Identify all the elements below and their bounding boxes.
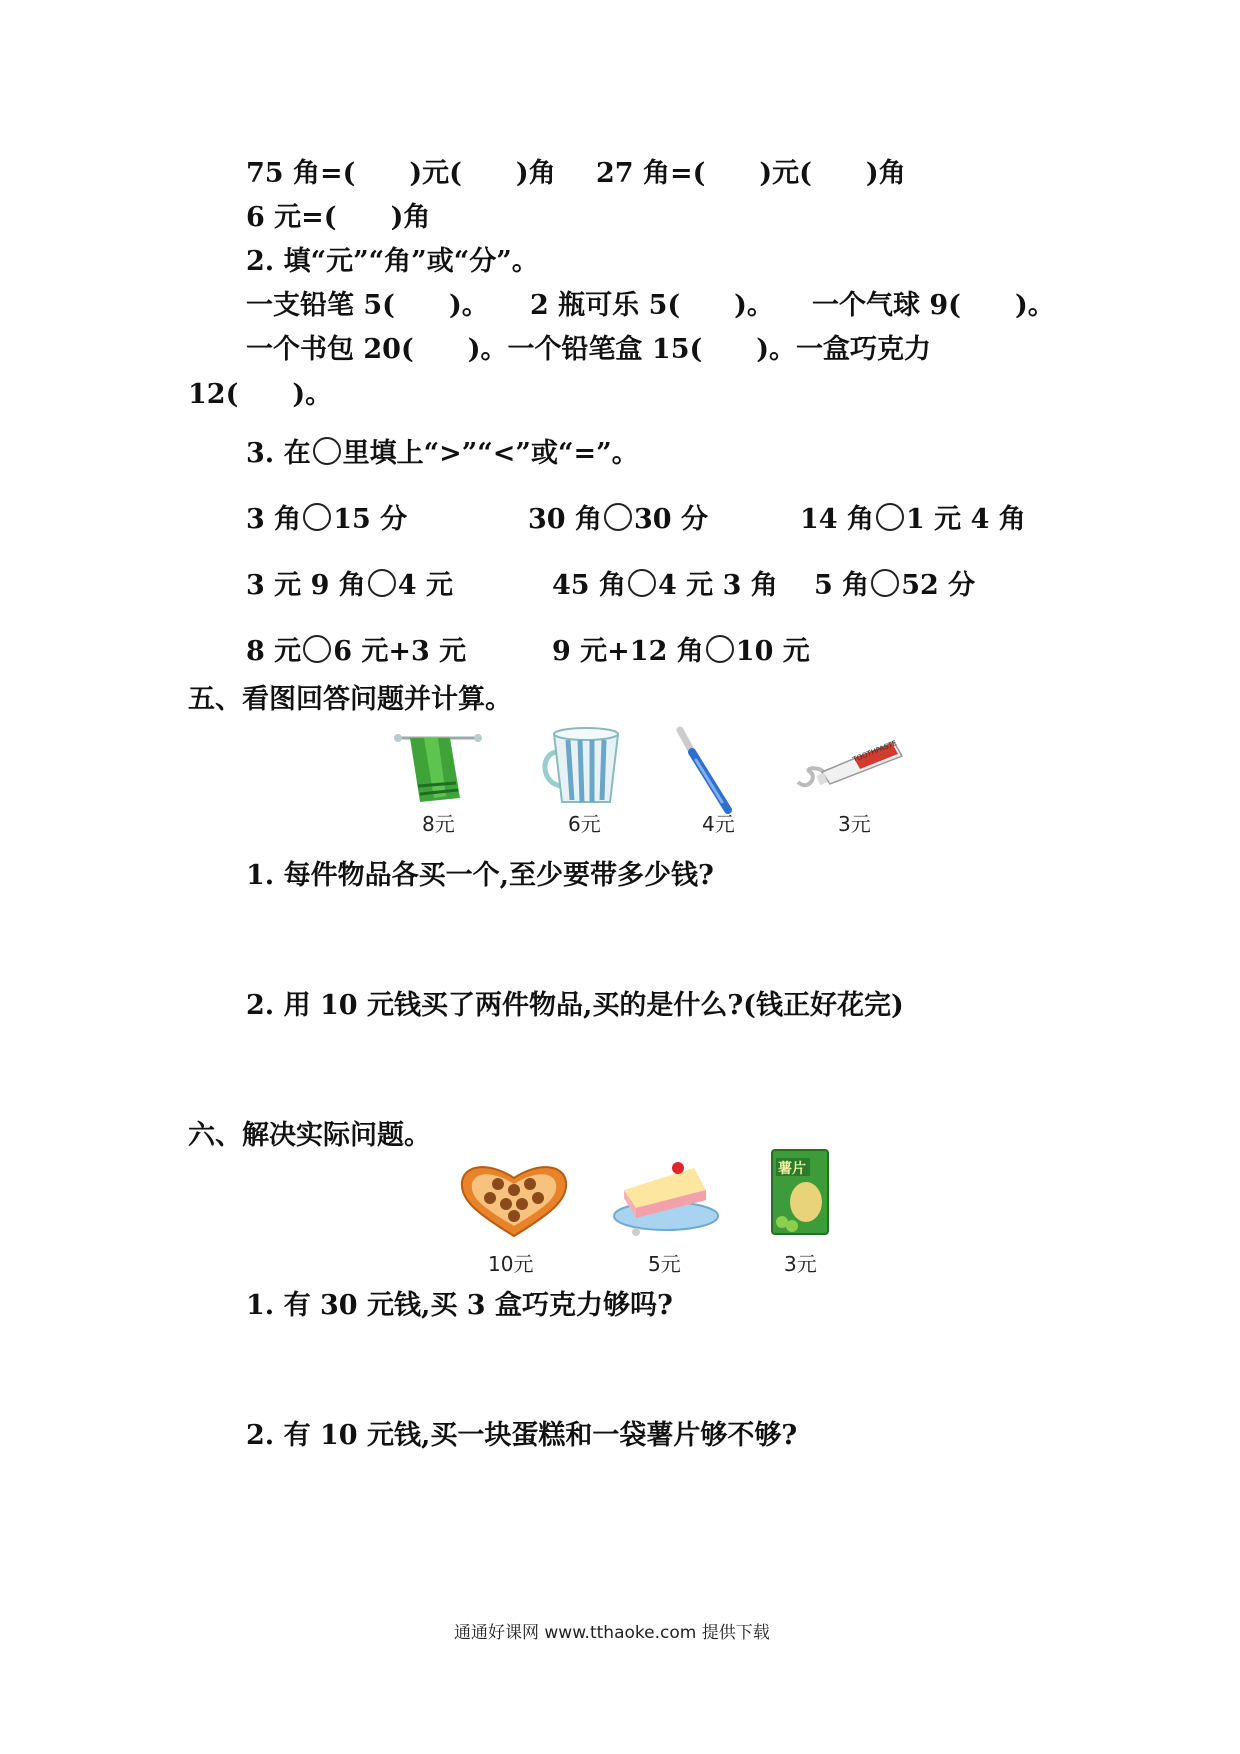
compare-right: 4 元: [397, 570, 453, 601]
compare-item: [800, 502, 1026, 538]
q3-title-pre: 3. 在: [246, 438, 311, 469]
exercise-line-27jiao: 27 角=( )元( )角: [596, 158, 906, 189]
toothbrush-icon: [672, 724, 742, 816]
section6-q2: 2. 有 10 元钱,买一块蛋糕和一袋薯片够不够?: [246, 1420, 798, 1451]
compare-item: [246, 502, 407, 538]
q2-balloon: 一个气球 9( )。: [812, 290, 1055, 321]
q2-pencil: 一支铅笔 5( )。: [246, 290, 489, 321]
chips-price: 3元: [784, 1252, 817, 1276]
q3-title-post: 里填上“>”“<”或“=”。: [342, 438, 639, 469]
cup-icon: [536, 726, 626, 810]
answer-circle[interactable]: [303, 635, 331, 663]
cake-icon: [610, 1156, 720, 1236]
compare-right: 10 元: [735, 636, 810, 667]
cup-price: 6元: [568, 812, 601, 836]
compare-item: [246, 568, 453, 604]
towel-icon: [394, 728, 484, 808]
q2-title: 2. 填“元”“角”或“分”。: [246, 246, 539, 277]
compare-item: [814, 568, 975, 604]
q2-chocolate-cont: 12( )。: [188, 379, 333, 410]
compare-item: [246, 634, 466, 670]
compare-right: 30 分: [633, 504, 708, 535]
circle-icon: [313, 437, 341, 465]
toothpaste-brand-text: TOOTHPASTE: [851, 739, 898, 764]
answer-circle[interactable]: [628, 569, 656, 597]
chocolate-box-icon: [458, 1160, 570, 1240]
compare-item: [552, 568, 778, 604]
compare-left: 14 角: [800, 504, 874, 535]
section6-q1: 1. 有 30 元钱,买 3 盒巧克力够吗?: [246, 1290, 673, 1321]
compare-item: [528, 502, 708, 538]
compare-right: 4 元 3 角: [657, 570, 778, 601]
toothpaste-price: 3元: [838, 812, 871, 836]
answer-circle[interactable]: [876, 503, 904, 531]
chocolate-price: 10元: [488, 1252, 534, 1276]
answer-circle[interactable]: [604, 503, 632, 531]
compare-left: 3 角: [246, 504, 302, 535]
section6-title: 六、解决实际问题。: [188, 1120, 431, 1151]
compare-left: 9 元+12 角: [552, 636, 704, 667]
section5-q1: 1. 每件物品各买一个,至少要带多少钱?: [246, 860, 714, 891]
compare-right: 6 元+3 元: [333, 636, 467, 667]
compare-right: 52 分: [901, 570, 976, 601]
q2-schoolbag-line: 一个书包 20( )。一个铅笔盒 15( )。一盒巧克力: [246, 334, 932, 365]
footer-text: 通通好课网 www.tthaoke.com 提供下载: [454, 1623, 770, 1643]
answer-circle[interactable]: [706, 635, 734, 663]
q3-title: [246, 436, 639, 472]
toothpaste-icon: [794, 736, 906, 798]
chips-label-text: 薯片: [778, 1161, 806, 1177]
q2-cola: 2 瓶可乐 5( )。: [530, 290, 774, 321]
chips-bag-icon: [768, 1146, 832, 1238]
cake-price: 5元: [648, 1252, 681, 1276]
section5-title: 五、看图回答问题并计算。: [188, 684, 512, 715]
toothbrush-price: 4元: [702, 812, 735, 836]
answer-circle[interactable]: [871, 569, 899, 597]
compare-left: 5 角: [814, 570, 870, 601]
compare-left: 30 角: [528, 504, 602, 535]
compare-item: [552, 634, 810, 670]
compare-right: 1 元 4 角: [905, 504, 1026, 535]
exercise-line-6yuan: 6 元=( )角: [246, 202, 431, 233]
answer-circle[interactable]: [303, 503, 331, 531]
compare-left: 45 角: [552, 570, 626, 601]
towel-price: 8元: [422, 812, 455, 836]
compare-right: 15 分: [333, 504, 408, 535]
answer-circle[interactable]: [368, 569, 396, 597]
compare-left: 3 元 9 角: [246, 570, 366, 601]
compare-left: 8 元: [246, 636, 302, 667]
exercise-line-75jiao: 75 角=( )元( )角: [246, 158, 556, 189]
section5-q2: 2. 用 10 元钱买了两件物品,买的是什么?(钱正好花完): [246, 990, 904, 1021]
